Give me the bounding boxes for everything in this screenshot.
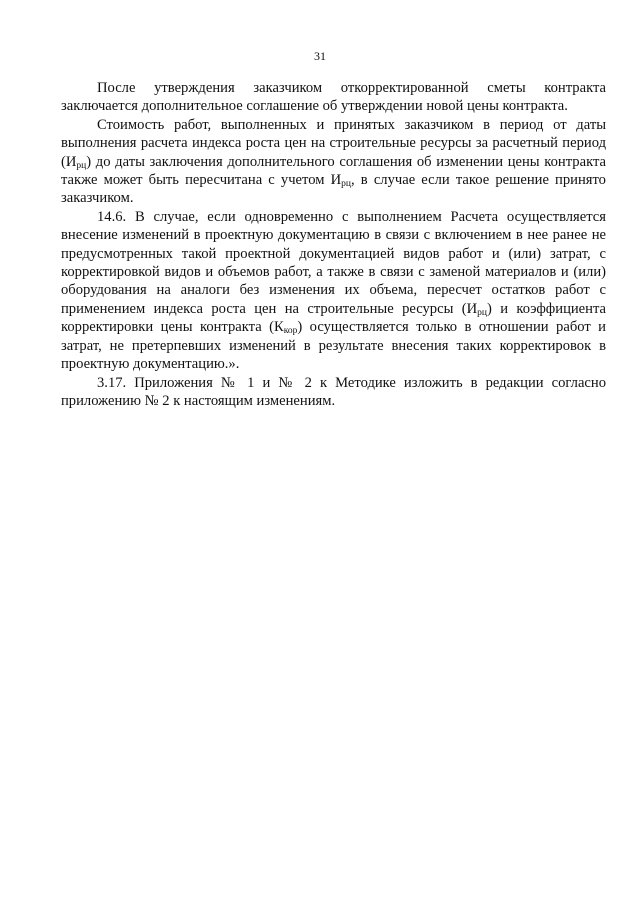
paragraph-14-6 xyxy=(61,208,606,374)
paragraph-3-17 xyxy=(61,374,606,411)
paragraph-text-part: ) до даты заключения дополнительного соглашения об изменении цены контракта также может быть пересчитана с учетом И xyxy=(61,153,606,189)
paragraph-text: После утверждения заказчиком откорректированной сметы контракта заключается дополнительное соглашение об утверждении новой цены контракта. xyxy=(61,80,606,115)
paragraph-contract-approval xyxy=(61,79,606,116)
document-body xyxy=(61,79,606,410)
paragraph-text: 3.17. Приложения № 1 и № 2 к Методике изложить в редакции согласно приложению № 2 к настоящим изменениям. xyxy=(61,374,606,409)
subscript-index: рц xyxy=(477,307,487,318)
paragraph-text-part: Стоимость работ, выполненных и принятых заказчиком в период от даты выполнения расчета индекса роста цен на строительные ресурсы за расчетный период (И xyxy=(61,116,606,170)
paragraph-work-cost xyxy=(61,116,606,208)
subscript-coefficient: кор xyxy=(283,326,298,337)
paragraph-text-part: , в случае если такое решение принято заказчиком. xyxy=(61,172,606,207)
paragraph-text-part: ) осуществляется только в отношении работ и затрат, не претерпевших изменений в результате внесения таких корректировок в проектную документацию.». xyxy=(61,319,606,373)
subscript-index: рц xyxy=(341,179,351,190)
subscript-index: рц xyxy=(76,160,87,171)
paragraph-text-part: ) и коэффициента корректировки цены контракта (К xyxy=(61,300,607,336)
paragraph-text-part: 14.6. В случае, если одновременно с выполнением Расчета осуществляется внесение изменений в проектную документацию в связи с включением в нее ранее не предусмотренных такой проектной документацией видов работ и (или) затрат, с корректировкой видов и объемов работ, а также в связи с заменой материалов и (или) оборудования на аналоги без изменения их объема, пересчет остатков работ с применением индекса роста цен на строительные ресурсы (И xyxy=(61,208,606,317)
page-number: 31 xyxy=(314,49,326,63)
